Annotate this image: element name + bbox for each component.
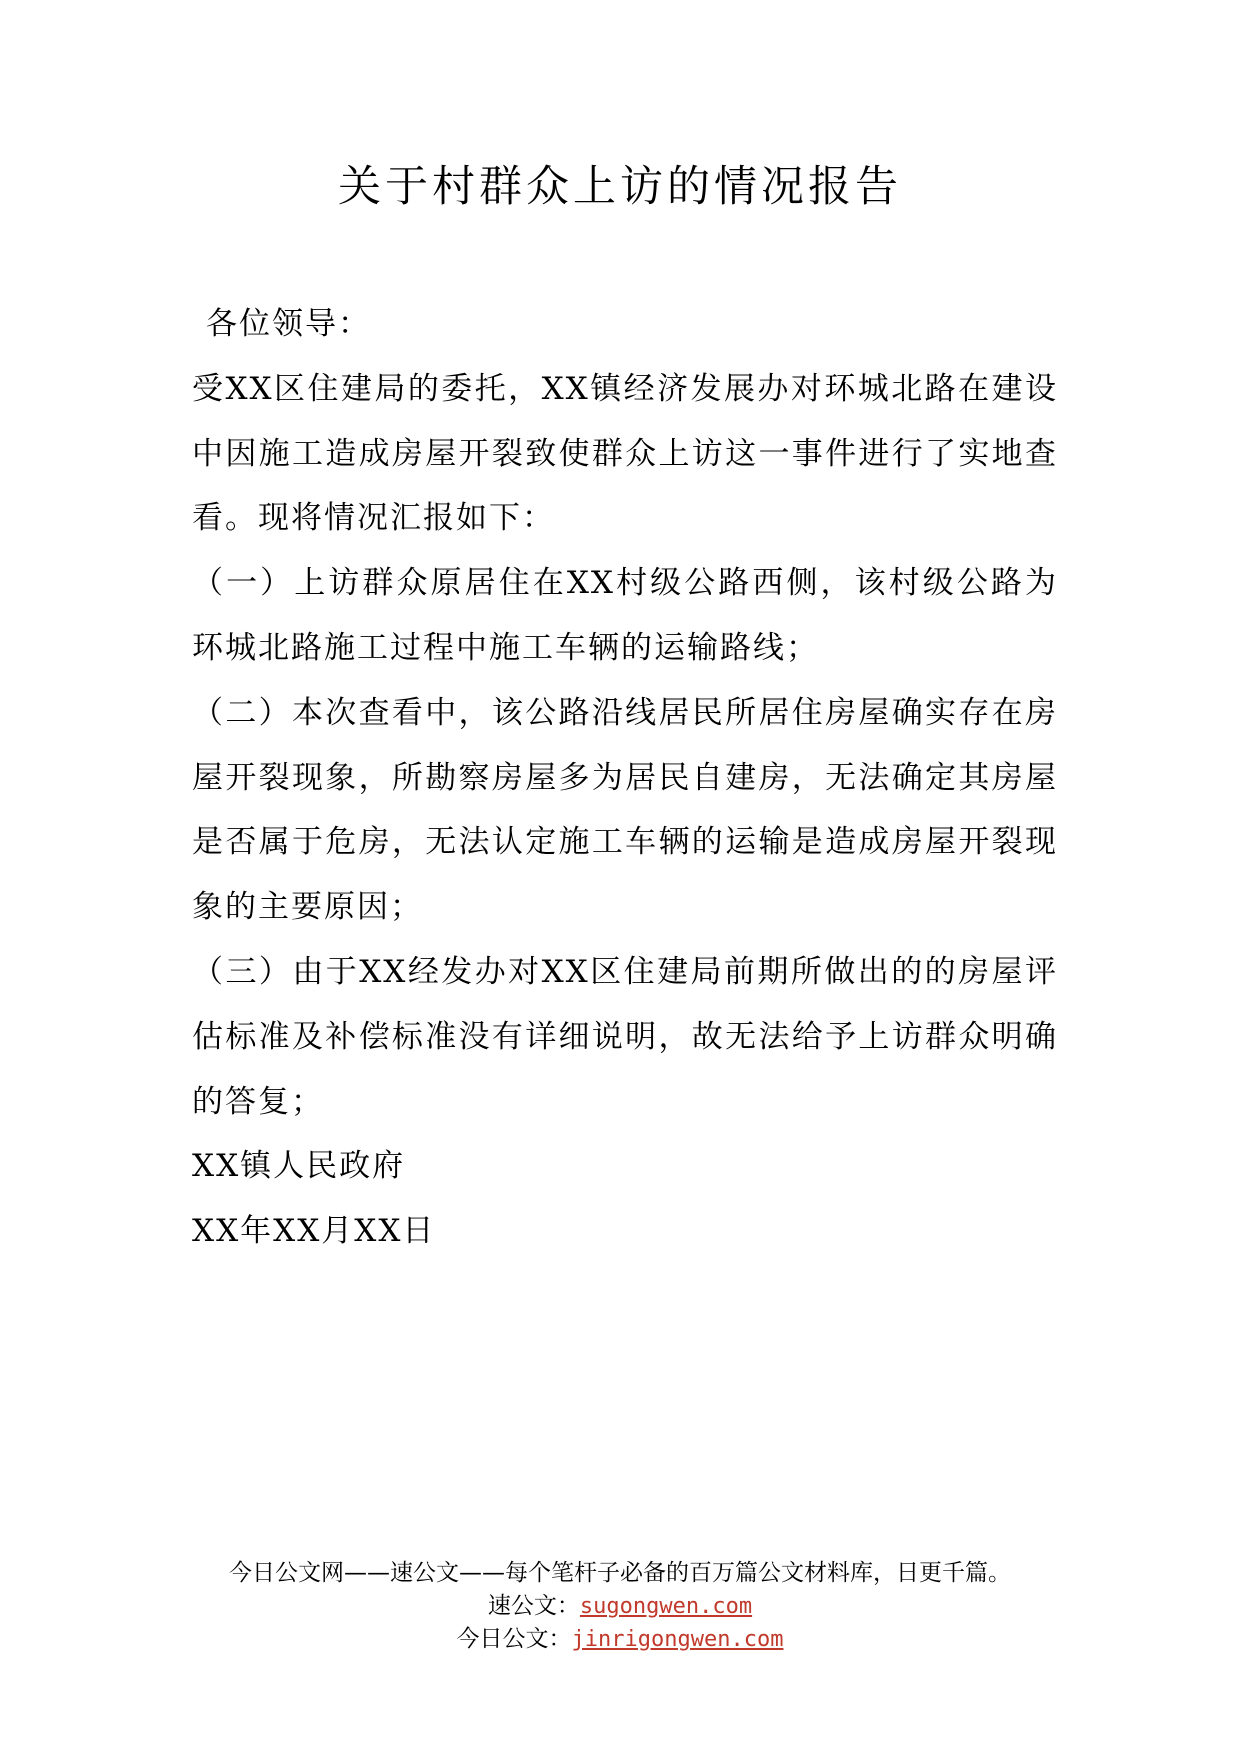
- sugongwen-link[interactable]: sugongwen.com: [579, 1594, 753, 1619]
- paragraph-item-3: （三）由于XX经发办对XX区住建局前期所做出的的房屋评估标准及补偿标准没有详细说明，故无法给予上访群众明确的答复；: [192, 953, 1058, 1120]
- footer-site-jinrigongwen: [0, 1624, 1240, 1655]
- salutation: 各位领导：: [206, 306, 371, 342]
- footer-site2-label: 今日公文：: [456, 1626, 572, 1652]
- date: XX年XX月XX日: [192, 1213, 436, 1250]
- page-title: 关于村群众上访的情况报告: [338, 162, 902, 212]
- signature: XX镇人民政府: [192, 1148, 406, 1185]
- paragraph-intro: 受XX区住建局的委托，XX镇经济发展办对环城北路在建设中因施工造成房屋开裂致使群众上访这一事件进行了实地查看。现将情况汇报如下：: [192, 370, 1058, 537]
- footer-tagline: 今日公文网——速公文——每个笔杆子必备的百万篇公文材料库，日更千篇。: [229, 1560, 1011, 1586]
- document-body: [192, 292, 1058, 1264]
- paragraph-item-2: （二）本次查看中，该公路沿线居民所居住房屋确实存在房屋开裂现象，所勘察房屋多为居民自建房，无法确定其房屋是否属于危房，无法认定施工车辆的运输是造成房屋开裂现象的主要原因；: [192, 694, 1058, 926]
- paragraph-item-1: （一）上访群众原居住在XX村级公路西侧，该村级公路为环城北路施工过程中施工车辆的运输路线；: [192, 565, 1058, 666]
- footer-site-sugongwen: [0, 1591, 1240, 1622]
- jinrigongwen-link[interactable]: jinrigongwen.com: [571, 1627, 784, 1652]
- footer-site1-label: 速公文：: [487, 1593, 580, 1619]
